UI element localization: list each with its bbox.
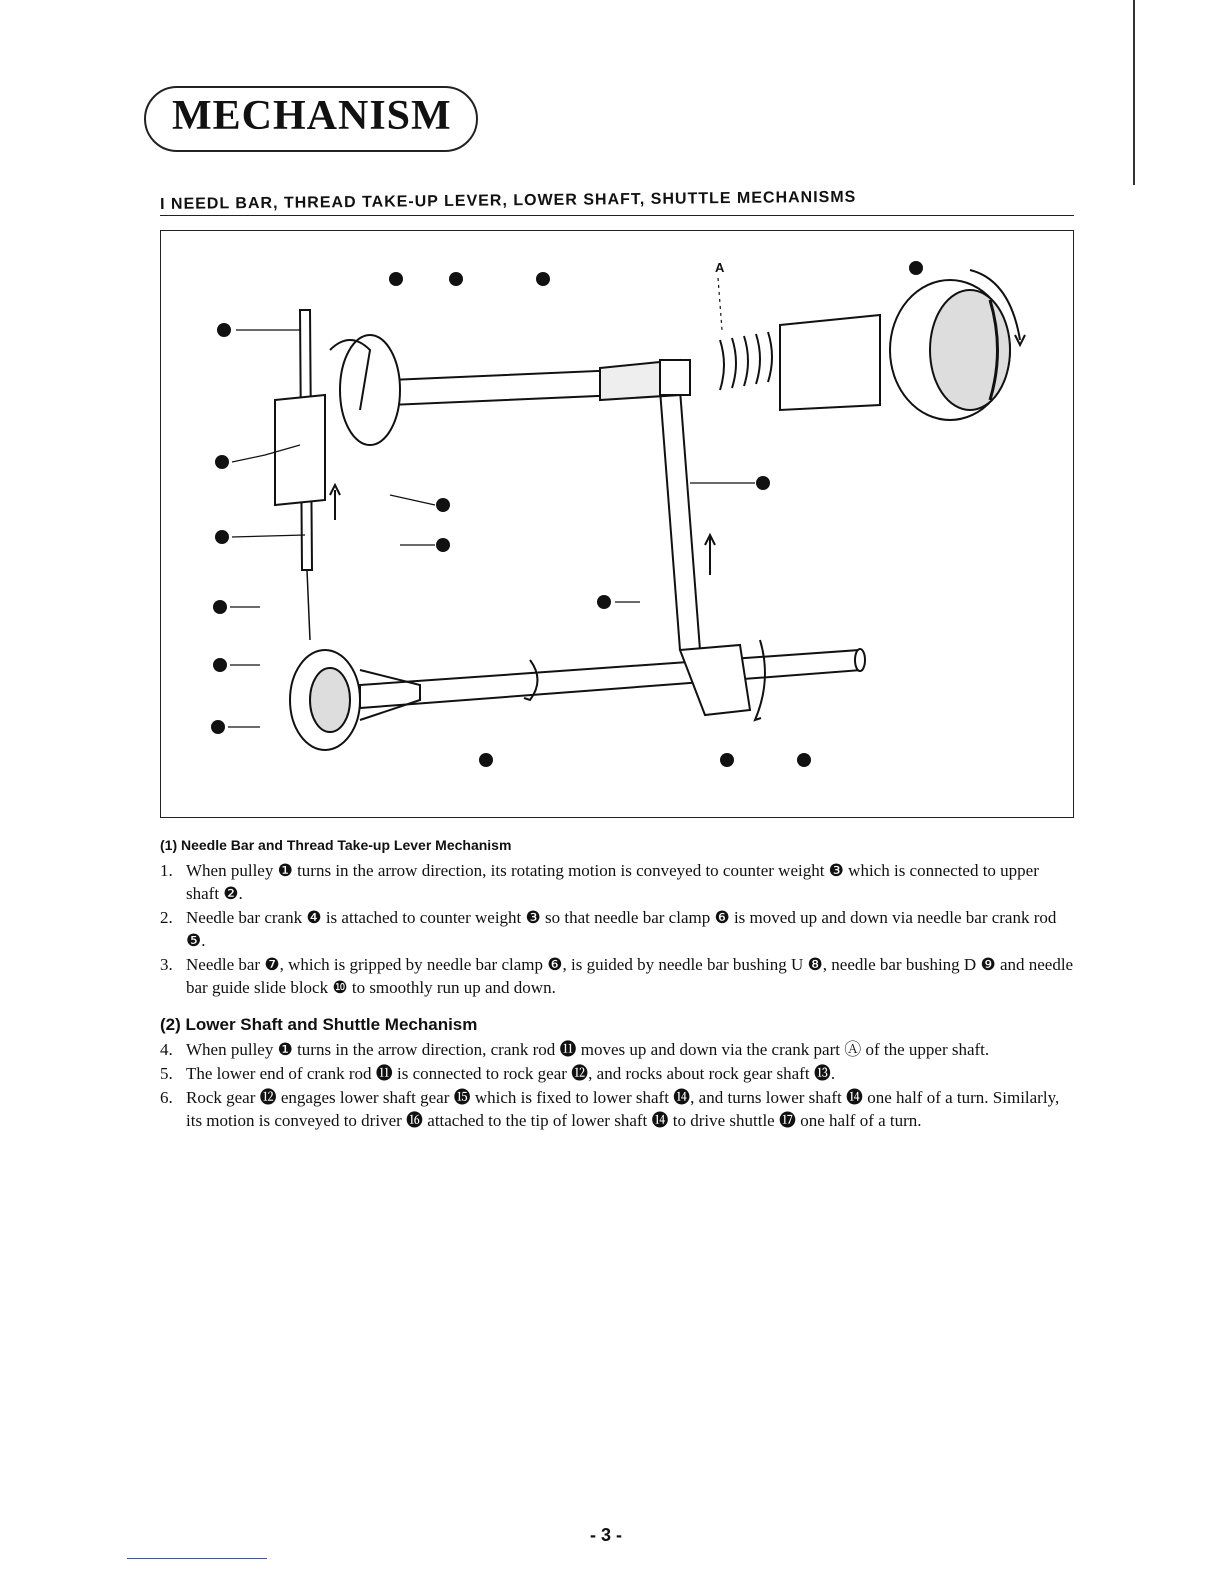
coupling xyxy=(720,332,772,390)
section-title: I NEEDL BAR, THREAD TAKE-UP LEVER, LOWER SHAFT, SHUTTLE MECHANISMS xyxy=(160,188,857,213)
upper-shaft xyxy=(390,370,620,405)
page-number: - 3 - xyxy=(590,1525,623,1545)
item-text: Needle bar crank ❹ is attached to counter weight ❸ so that needle bar clamp ❻ is moved up and down via needle bar crank rod ❺. xyxy=(186,908,1057,950)
item-text: The lower end of crank rod ⓫ is connected to rock gear ⓬, and rocks about rock gear shaft ⓭. xyxy=(186,1064,836,1083)
bottom-link-line xyxy=(127,1558,267,1559)
list-item xyxy=(160,906,1074,952)
pulley-icon xyxy=(780,270,1025,420)
item-number: 1. xyxy=(160,861,173,880)
description xyxy=(160,834,1074,1133)
list-item xyxy=(160,953,1074,999)
item-text: Needle bar ❼, which is gripped by needle bar clamp ❻, is guided by needle bar bushing U ❽, needle bar bushing D ❾ and needle bar guide slide block ❿ to smoothly run up and down. xyxy=(186,955,1074,997)
item-number: 2. xyxy=(160,908,173,927)
item-number: 6. xyxy=(160,1088,173,1107)
section2-heading: (2) Lower Shaft and Shuttle Mechanism xyxy=(160,1015,478,1034)
item-number: 4. xyxy=(160,1040,173,1059)
page-title: MECHANISM xyxy=(172,93,452,139)
item-number: 3. xyxy=(160,955,173,974)
item-text: Rock gear ⓬ engages lower shaft gear ⓯ which is fixed to lower shaft ⓮, and turns lower shaft ⓮ one half of a turn. Similarly, its motion is conveyed to driver ⓰ attached to the tip of lower shaft ⓮ to drive shuttle ⓱ one half of a turn. xyxy=(186,1088,1060,1130)
rock-gear xyxy=(680,645,750,715)
list-item xyxy=(160,1038,1074,1061)
lower-shaft xyxy=(360,650,862,708)
item-text: When pulley ❶ turns in the arrow direction, its rotating motion is conveyed to counter weight ❸ which is connected to upper shaft ❷. xyxy=(186,861,1039,903)
crank-rod xyxy=(660,390,700,650)
item-text: When pulley ❶ turns in the arrow direction, crank rod ⓫ moves up and down via the crank part Ⓐ of the upper shaft. xyxy=(186,1040,990,1059)
list-item xyxy=(160,1062,1074,1085)
list-item xyxy=(160,1086,1074,1132)
list-item xyxy=(160,859,1074,905)
section-rule xyxy=(160,215,1074,216)
section1-heading: (1) Needle Bar and Thread Take-up Lever Mechanism xyxy=(160,837,512,853)
callout-a: A xyxy=(715,260,725,275)
item-number: 5. xyxy=(160,1064,173,1083)
mechanism-diagram xyxy=(160,230,1074,818)
page-edge-mark xyxy=(1133,0,1135,185)
